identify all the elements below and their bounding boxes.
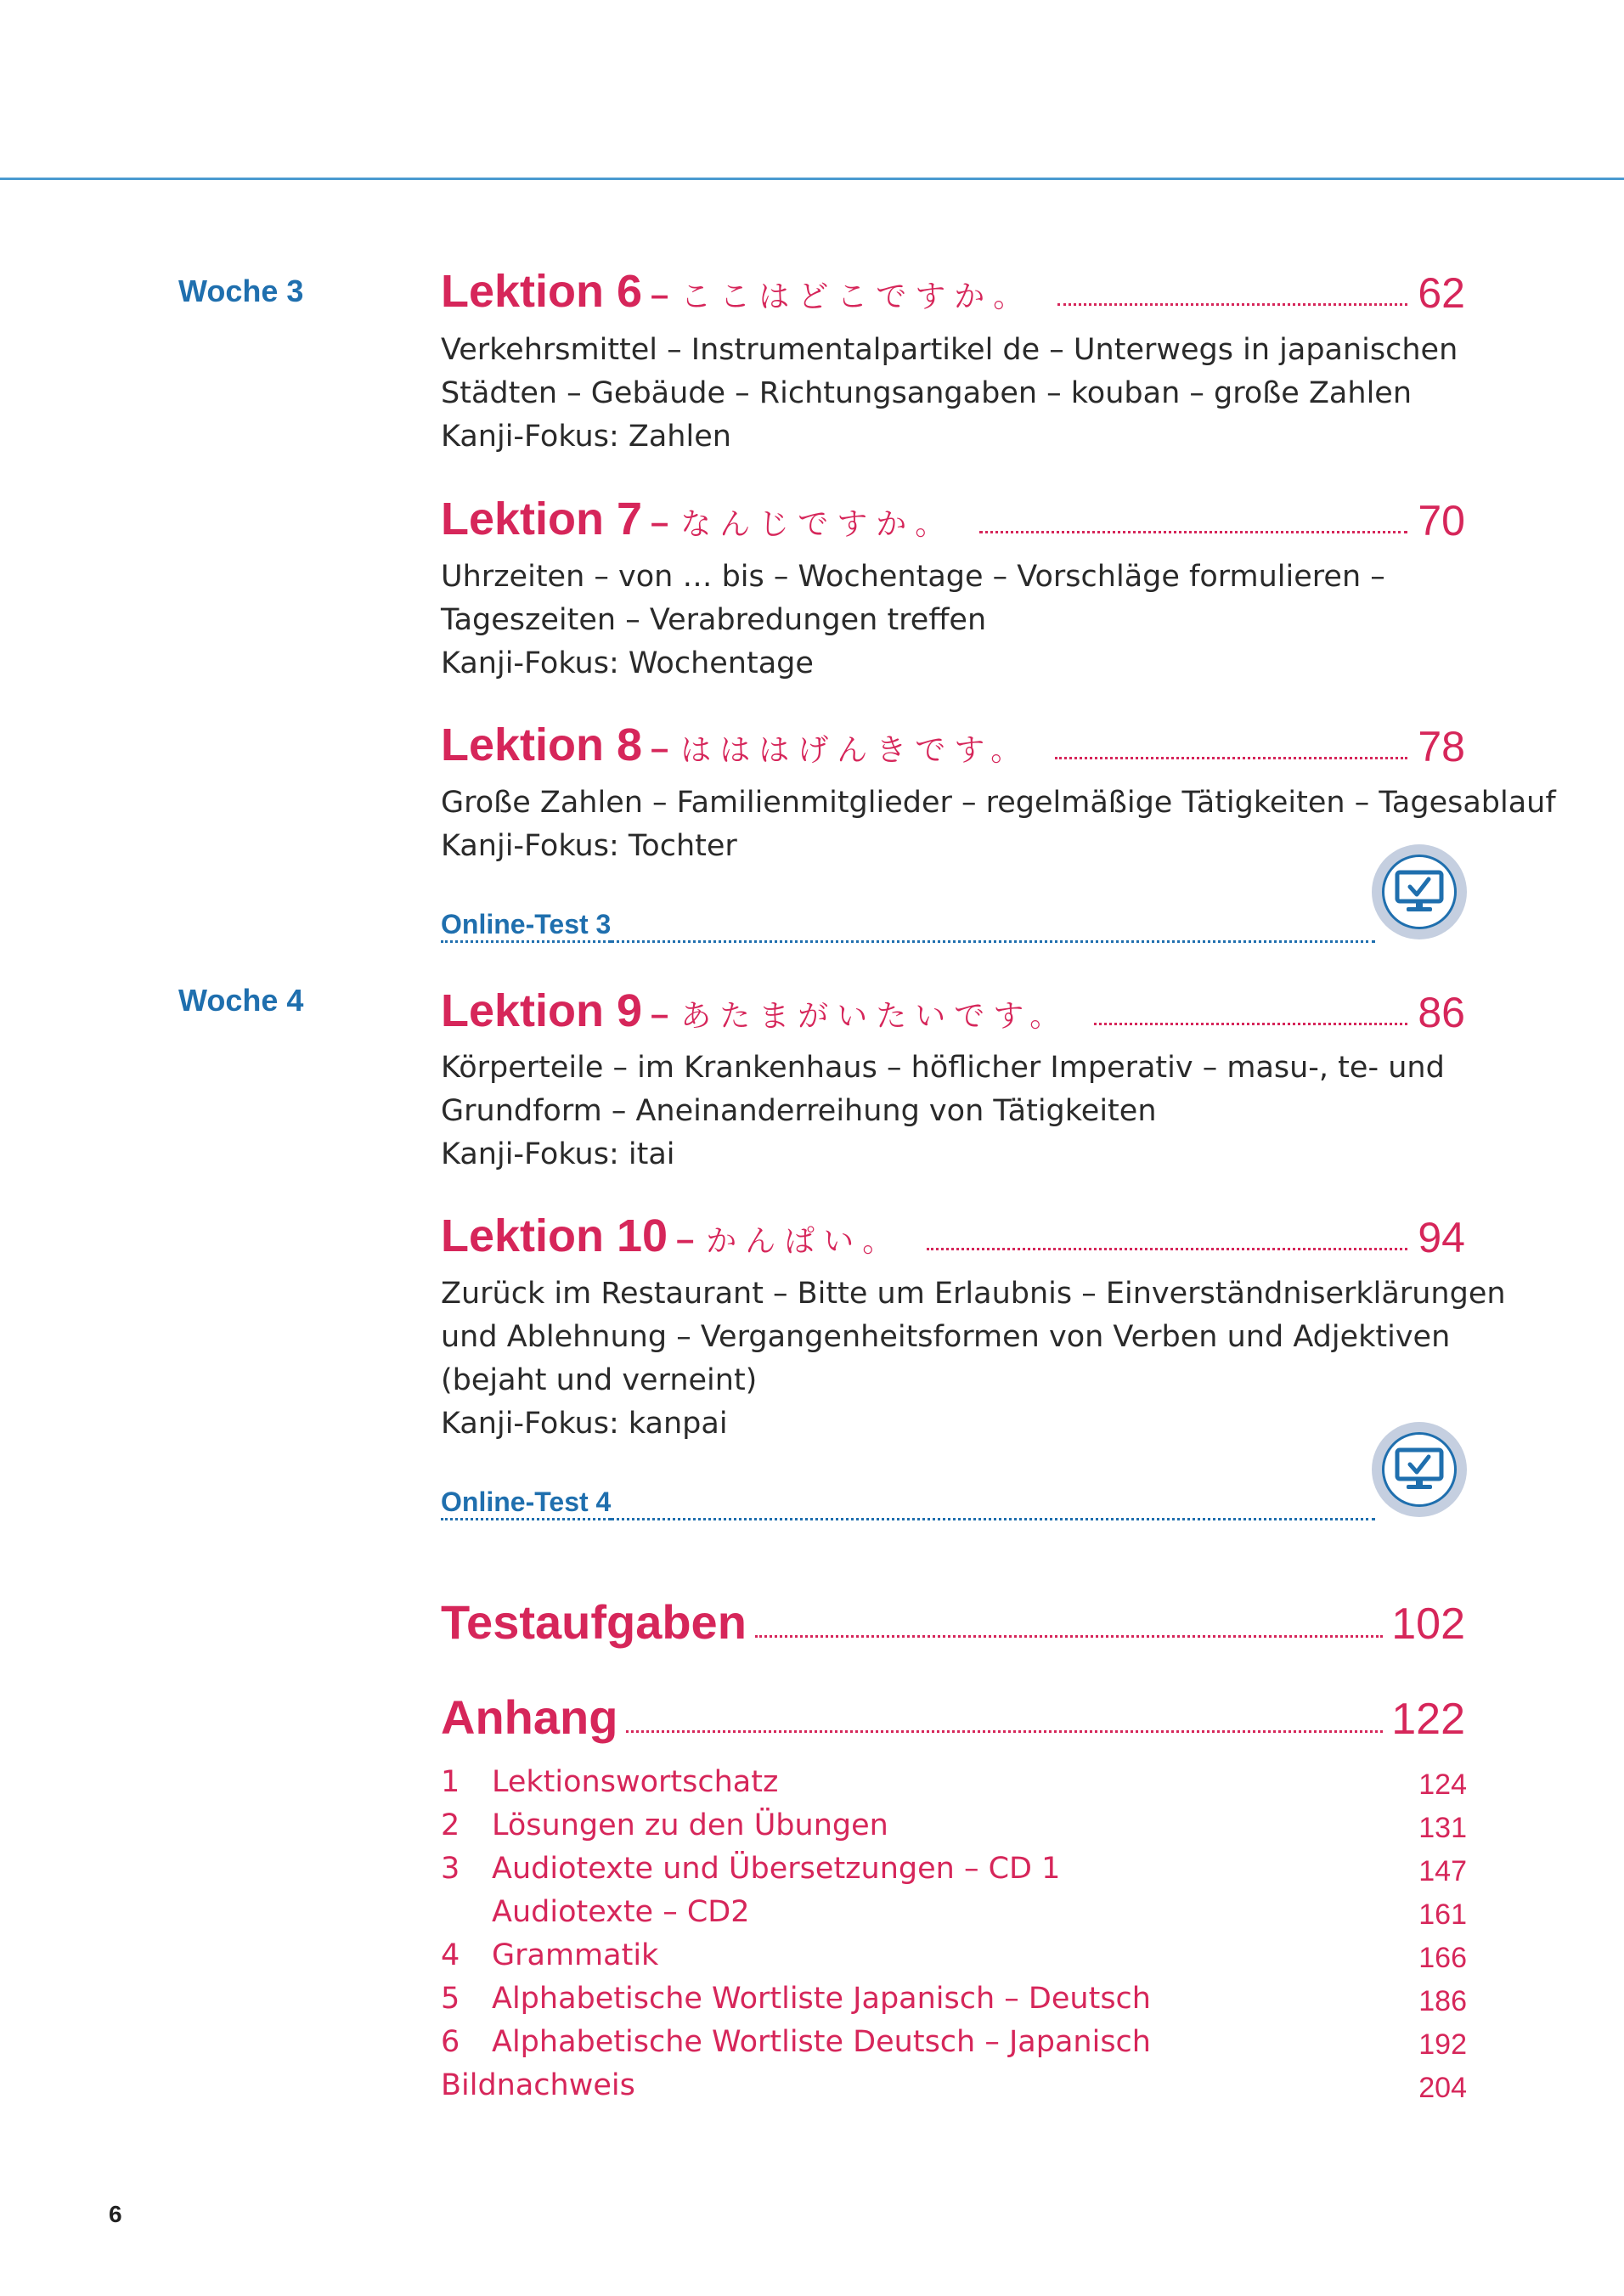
appendix-item[interactable] xyxy=(441,1977,1467,2020)
appendix-item[interactable] xyxy=(441,1760,1467,1803)
section-testaufgaben[interactable] xyxy=(441,1578,1465,1649)
computer-monitor-check-icon[interactable] xyxy=(1372,1422,1467,1517)
computer-monitor-check-icon[interactable] xyxy=(1372,844,1467,939)
section-anhang[interactable] xyxy=(441,1673,1465,1744)
leader-dots xyxy=(611,940,1375,943)
description-line: Grundform – Aneinanderreihung von Tätigkeiten xyxy=(441,1094,1157,1128)
appendix-item-title: Alphabetische Wortliste Japanisch – Deutsch xyxy=(492,1981,1151,2016)
appendix-item-number: 5 xyxy=(441,1981,460,2016)
lesson-separator: – xyxy=(676,1222,695,1259)
appendix-item-number: 1 xyxy=(441,1764,460,1799)
appendix-item-page: 192 xyxy=(1418,2028,1467,2061)
page-number: 6 xyxy=(109,2201,122,2227)
appendix-item-title: Lösungen zu den Übungen xyxy=(492,1808,888,1842)
description-line: Städten – Gebäude – Richtungsangaben – kouban – große Zahlen xyxy=(441,376,1413,410)
appendix-item-page: 161 xyxy=(1418,1898,1467,1931)
section-title: Testaufgaben xyxy=(441,1595,747,1649)
lesson-title: Lektion 7 xyxy=(441,494,643,544)
description-line: Kanji-Fokus: Zahlen xyxy=(441,420,731,454)
appendix-item-title: Alphabetische Wortliste Deutsch – Japanisch xyxy=(492,2024,1151,2059)
appendix-item-page: 147 xyxy=(1418,1855,1467,1887)
lesson-9-heading[interactable] xyxy=(441,966,1465,1034)
lesson-separator: – xyxy=(651,278,669,314)
description-line: Körperteile – im Krankenhaus – höflicher Imperativ – masu-, te- und xyxy=(441,1051,1445,1085)
appendix-item[interactable] xyxy=(441,1847,1467,1890)
appendix-item-title: Audiotexte – CD2 xyxy=(492,1894,750,1929)
leader-dots xyxy=(1055,757,1407,759)
lesson-10-description xyxy=(441,1272,1506,1446)
lesson-page-number: 86 xyxy=(1418,989,1465,1036)
appendix-item-number: 4 xyxy=(441,1938,460,1972)
appendix-item[interactable] xyxy=(441,2063,1467,2107)
lesson-page-number: 78 xyxy=(1418,723,1465,770)
lesson-japanese-title: なんじですか。 xyxy=(680,506,955,542)
lesson-7-heading[interactable] xyxy=(441,474,1465,542)
lesson-9-description xyxy=(441,1046,1469,1176)
appendix-item-page: 204 xyxy=(1418,2072,1467,2104)
section-page-number: 102 xyxy=(1391,1599,1465,1649)
lesson-separator: – xyxy=(651,731,669,768)
week-label-4: Woche 4 xyxy=(178,983,304,1018)
online-test-3-link[interactable] xyxy=(441,900,1375,943)
appendix-item-title: Grammatik xyxy=(492,1938,659,1972)
online-test-label: Online-Test 3 xyxy=(441,908,611,943)
description-line: Kanji-Fokus: Tochter xyxy=(441,829,737,863)
week-label-3: Woche 3 xyxy=(178,274,304,308)
description-line: Kanji-Fokus: Wochentage xyxy=(441,646,814,680)
description-line: und Ablehnung – Vergangenheitsformen von Verben und Adjektiven xyxy=(441,1320,1451,1354)
lesson-page-number: 70 xyxy=(1418,497,1465,544)
lesson-japanese-title: はははげんきです。 xyxy=(680,732,1030,768)
lesson-6-heading[interactable] xyxy=(441,246,1465,317)
lesson-title: Lektion 10 xyxy=(441,1210,668,1261)
online-test-4-link[interactable] xyxy=(441,1478,1375,1520)
appendix-item-page: 166 xyxy=(1418,1942,1467,1974)
description-line: Verkehrsmittel – Instrumentalpartikel de – Unterwegs in japanischen xyxy=(441,333,1458,367)
description-line: Kanji-Fokus: itai xyxy=(441,1137,675,1171)
appendix-item-page: 131 xyxy=(1418,1812,1467,1844)
appendix-item-number: 3 xyxy=(441,1851,460,1886)
description-line: Tageszeiten – Verabredungen treffen xyxy=(441,603,987,637)
appendix-item[interactable] xyxy=(441,1933,1467,1977)
lesson-separator: – xyxy=(651,505,669,542)
description-line: Zurück im Restaurant – Bitte um Erlaubnis – Einverständniserklärungen xyxy=(441,1277,1506,1311)
section-title: Anhang xyxy=(441,1690,618,1744)
leader-dots xyxy=(1094,1023,1407,1025)
leader-dots xyxy=(927,1248,1407,1250)
leader-dots xyxy=(611,1518,1375,1520)
leader-dots xyxy=(979,531,1407,533)
description-line: Kanji-Fokus: kanpai xyxy=(441,1407,728,1441)
description-line: Große Zahlen – Familienmitglieder – regelmäßige Tätigkeiten – Tagesablauf xyxy=(441,786,1556,820)
leader-dots xyxy=(755,1635,1383,1638)
lesson-title: Lektion 6 xyxy=(441,266,643,317)
lesson-title: Lektion 8 xyxy=(441,719,643,770)
leader-dots xyxy=(626,1730,1383,1733)
description-line: (bejaht und verneint) xyxy=(441,1363,758,1397)
online-test-label: Online-Test 4 xyxy=(441,1486,611,1520)
lesson-japanese-title: かんぱい。 xyxy=(706,1223,902,1259)
appendix-item-title: Lektionswortschatz xyxy=(492,1764,779,1799)
lesson-7-description xyxy=(441,556,1469,685)
lesson-separator: – xyxy=(651,997,669,1034)
lesson-title: Lektion 9 xyxy=(441,985,643,1036)
lesson-6-description xyxy=(441,329,1469,459)
appendix-item-page: 186 xyxy=(1418,1985,1467,2017)
appendix-item-number: 2 xyxy=(441,1808,460,1842)
lesson-page-number: 94 xyxy=(1418,1214,1465,1261)
appendix-item[interactable] xyxy=(441,1803,1467,1847)
appendix-list xyxy=(441,1760,1467,2107)
lesson-japanese-title: あたまがいたいです。 xyxy=(680,998,1069,1034)
appendix-item[interactable] xyxy=(441,2020,1467,2063)
leader-dots xyxy=(1057,303,1407,306)
lesson-8-heading[interactable] xyxy=(441,700,1465,768)
appendix-item-title: Audiotexte und Übersetzungen – CD 1 xyxy=(492,1851,1061,1886)
appendix-item-number: 6 xyxy=(441,2024,460,2059)
description-line: Uhrzeiten – von … bis – Wochentage – Vorschläge formulieren – xyxy=(441,560,1385,594)
appendix-item[interactable] xyxy=(441,1890,1467,1933)
lesson-10-heading[interactable] xyxy=(441,1191,1465,1259)
section-page-number: 122 xyxy=(1391,1695,1465,1744)
appendix-item-title: Bildnachweis xyxy=(441,2068,635,2102)
lesson-page-number: 62 xyxy=(1418,269,1465,317)
appendix-item-page: 124 xyxy=(1418,1769,1467,1801)
top-rule xyxy=(0,178,1624,180)
lesson-japanese-title: ここはどこですか。 xyxy=(680,279,1033,314)
lesson-8-description xyxy=(441,781,1556,868)
